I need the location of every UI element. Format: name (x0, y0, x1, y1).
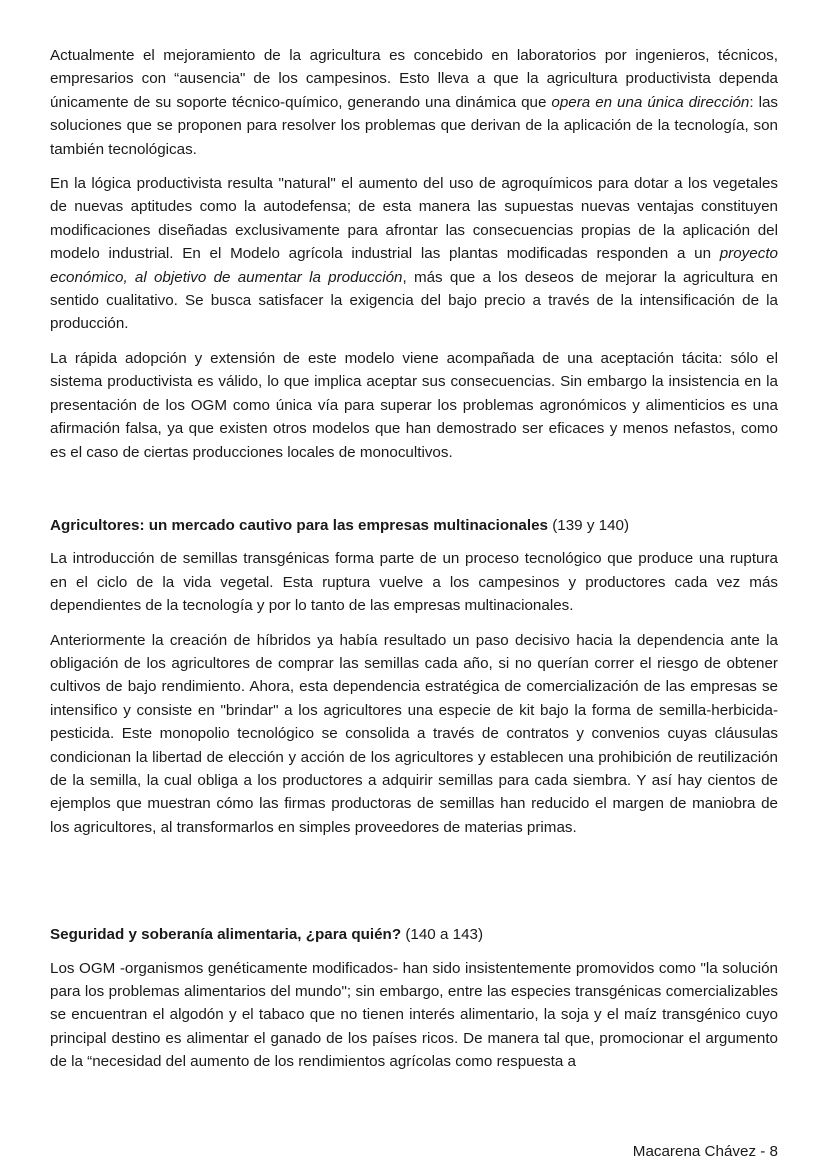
paragraph-2-text-b: , más que a los deseos de mejorar la agricultura en sentido cualitativo. Se busca satisfacer la exigencia del bajo precio a través de la intensificación de la producción. (50, 268, 779, 333)
paragraph-2 (50, 172, 778, 336)
section-seguridad-paragraph-1: Los OGM -organismos genéticamente modificados- han sido insistentemente promovidos como "la solución para los problemas alimentarios del mundo"; sin embargo, entre las especies transgénicas comercializables se encuentran el algodón y el tabaco que no tienen interés alimentario, la soja y el maíz transgénico cuyo principal destino es alimentar el ganado de los países ricos. De manera tal que, promocionar el argumento de la “necesidad del aumento de los rendimientos agrícolas como respuesta a (50, 959, 778, 1071)
section-agricultores-paragraph-2: Anteriormente la creación de híbridos ya había resultado un paso decisivo hacia la dependencia ante la obligación de los agricultores de comprar las semillas cada año, si no querían correr el riesgo de obtener cultivos de bajo rendimiento. Ahora, esta dependencia estratégica de comercialización de las empresas se intensifico y consiste en "brindar" a los agricultores una especie de kit bajo la forma de semilla-herbicida-pesticida. Este monopolio tecnológico se consolida a través de contratos y convenios cuyas cláusulas condicionan la libertad de elección y acción de los agricultores y establecen una prohibición de reutilización de la semilla, la cual obliga a los productores a adquirir semillas para cada siembra. Y así hay cientos de ejemplos que muestran cómo las firmas productoras de semillas han reducido el margen de maniobra de los agricultores, al transformarlos en simples proveedores de materias primas. (50, 631, 778, 836)
section-heading-seguridad-pages: (140 a 143) (405, 926, 484, 944)
section-heading-agricultores (50, 514, 778, 537)
paragraph-2-emphasis: proyecto económico, al objetivo de aumentar la producción (50, 245, 778, 286)
paragraph-2-text-a: En la lógica productivista resulta "natural" el aumento del uso de agroquímicos para dotar a los vegetales de nuevas aptitudes como la autodefensa; de esta manera las supuestas nuevas ventajas constituyen modificaciones diseñadas exclusivamente para afrontar las consecuencias propias de la aplicación del modelo industrial. En el Modelo agrícola industrial las plantas modificadas responden a un (50, 175, 778, 263)
paragraph-1-text-a: Actualmente el mejoramiento de la agricultura es concebido en laboratorios por ingenieros, técnicos, empresarios con “ausencia" de los campesinos. Esto lleva a que la agricultura productivista dependa únicamente de su soporte técnico-químico, generando una dinámica que (50, 47, 778, 111)
section-heading-agricultores-pages: (139 y 140) (552, 516, 630, 534)
section-heading-seguridad-title: Seguridad y soberanía alimentaria, ¿para quién? (50, 926, 402, 944)
paragraph-1 (50, 44, 778, 161)
page-body (50, 44, 778, 1085)
paragraph-1-text-b: : las soluciones que se proponen para resolver los problemas que derivan de la aplicación de la tecnología, son también tecnológicas. (50, 93, 778, 158)
paragraph-1-emphasis: opera en una única dirección (551, 93, 750, 111)
section-heading-agricultores-title: Agricultores: un mercado cautivo para las empresas multinacionales (50, 516, 548, 534)
page-footer: Macarena Chávez - 8 (632, 1143, 778, 1160)
paragraph-3: La rápida adopción y extensión de este modelo viene acompañada de una aceptación tácita: sólo el sistema productivista es válido, lo que implica aceptar sus consecuencias. Sin embargo la insistencia en la presentación de los OGM como única vía para superar los problemas agronómicos y alimenticios es una afirmación falsa, ya que existen otros modelos que han demostrado ser eficaces y menos nefastos, como es el caso de ciertas producciones locales de monocultivos. (50, 349, 778, 461)
section-agricultores-paragraph-1: La introducción de semillas transgénicas forma parte de un proceso tecnológico que produce una ruptura en el ciclo de la vida vegetal. Esta ruptura vuelve a los campesinos y productores cada vez más dependientes de la tecnología y por lo tanto de las empresas multinacionales. (50, 550, 778, 615)
section-heading-seguridad (50, 923, 778, 946)
